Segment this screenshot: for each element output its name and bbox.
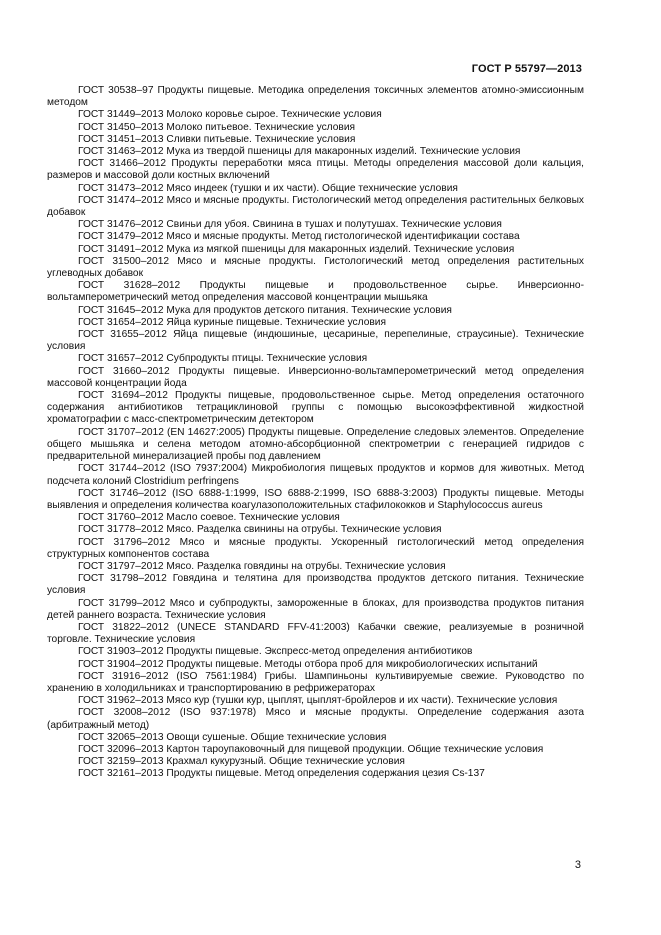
reference-entry: ГОСТ 31491–2012 Мука из мягкой пшеницы для макаронных изделий. Технические условия xyxy=(78,243,515,255)
reference-entry: ГОСТ 31916–2012 (ISO 7561:1984) Грибы. Шампиньоны культивируемые свежие. Руководство по хранению в холодильниках и транспортированию в рефрижераторах xyxy=(47,670,584,694)
reference-entry: ГОСТ 31798–2012 Говядина и телятина для производства продуктов детского питания. Технические условия xyxy=(47,573,584,597)
reference-entry: ГОСТ 31645–2012 Мука для продуктов детского питания. Технические условия xyxy=(78,304,452,316)
reference-entry: ГОСТ 31628–2012 Продукты пищевые и продовольственное сырье. Инверсионно-вольтамперометрический метод определения массовой концентрации мышьяка xyxy=(47,280,584,304)
reference-entry: ГОСТ 32008–2012 (ISO 937:1978) Мясо и мясные продукты. Определение содержания азота (арбитражный метод) xyxy=(47,707,584,731)
document-code-header: ГОСТ Р 55797—2013 xyxy=(471,63,582,75)
reference-entry: ГОСТ 31799–2012 Мясо и субпродукты, замороженные в блоках, для производства продуктов питания детей раннего возраста. Технические условия xyxy=(47,597,584,621)
normative-references-list xyxy=(47,85,584,781)
reference-entry: ГОСТ 31746–2012 (ISO 6888-1:1999, ISO 6888-2:1999, ISO 6888-3:2003) Продукты пищевые. Методы выявления и определения количества коагулазоположительных стафилококков и Staphylococcus aureus xyxy=(47,487,584,511)
reference-entry: ГОСТ 31694–2012 Продукты пищевые, продовольственное сырье. Метод определения остаточного содержания антибиотиков тетрациклиновой группы с помощью высокоэффективной жидкостной хроматографии с масс-спектрометрическим детектором xyxy=(47,390,584,426)
reference-entry: ГОСТ 31760–2012 Масло соевое. Технические условия xyxy=(78,512,340,524)
reference-entry: ГОСТ 31903–2012 Продукты пищевые. Экспресс-метод определения антибиотиков xyxy=(78,646,473,658)
reference-entry: ГОСТ 31476–2012 Свиньи для убоя. Свинина в тушах и полутушах. Технические условия xyxy=(78,219,502,231)
reference-entry: ГОСТ 31500–2012 Мясо и мясные продукты. Гистологический метод определения растительных углеводных добавок xyxy=(47,255,584,280)
page-number: 3 xyxy=(574,859,581,871)
reference-entry: ГОСТ 32065–2013 Овощи сушеные. Общие технические условия xyxy=(78,731,387,743)
reference-entry: ГОСТ 31797–2012 Мясо. Разделка говядины на отрубы. Технические условия xyxy=(78,560,446,572)
reference-entry: ГОСТ 31962–2013 Мясо кур (тушки кур, цыплят, цыплят-бройлеров и их части). Технические условия xyxy=(78,695,558,707)
reference-entry: ГОСТ 31822–2012 (UNECE STANDARD FFV-41:2003) Кабачки свежие, реализуемые в розничной торговле. Технические условия xyxy=(47,621,584,646)
reference-entry: ГОСТ 31707–2012 (EN 14627:2005) Продукты пищевые. Определение следовых элементов. Определение общего мышьяка и селена методом атомно-абсорбционной спектрометрии с генерацией гидридов с предварительной минерализацией пробы под давлением xyxy=(47,426,584,463)
reference-entry: ГОСТ 30538–97 Продукты пищевые. Методика определения токсичных элементов атомно-эмиссионным методом xyxy=(47,85,584,109)
reference-entry: ГОСТ 31778–2012 Мясо. Разделка свинины на отрубы. Технические условия xyxy=(78,524,442,536)
reference-entry: ГОСТ 31479–2012 Мясо и мясные продукты. Метод гистологической идентификации состава xyxy=(78,231,520,243)
reference-entry: ГОСТ 31474–2012 Мясо и мясные продукты. Гистологический метод определения растительных белковых добавок xyxy=(47,194,584,219)
reference-entry: ГОСТ 31450–2013 Молоко питьевое. Технические условия xyxy=(78,121,356,133)
reference-entry: ГОСТ 31657–2012 Субпродукты птицы. Технические условия xyxy=(78,353,368,365)
reference-entry: ГОСТ 31796–2012 Мясо и мясные продукты. Ускоренный гистологический метод определения структурных компонентов состава xyxy=(47,536,584,560)
reference-entry: ГОСТ 32096–2013 Картон тароупаковочный для пищевой продукции. Общие технические условия xyxy=(78,743,544,755)
reference-entry: ГОСТ 31463–2012 Мука из твердой пшеницы для макаронных изделий. Технические условия xyxy=(78,146,521,158)
reference-entry: ГОСТ 31466–2012 Продукты переработки мяса птицы. Методы определения массовой доли кальция, размеров и массовой доли костных включений xyxy=(47,158,584,182)
reference-entry: ГОСТ 31655–2012 Яйца пищевые (индюшиные, цесариные, перепелиные, страусиные). Технические условия xyxy=(47,329,584,353)
reference-entry: ГОСТ 31904–2012 Продукты пищевые. Методы отбора проб для микробиологических испытаний xyxy=(78,658,538,670)
reference-entry: ГОСТ 32161–2013 Продукты пищевые. Метод определения содержания цезия Cs-137 xyxy=(78,768,485,780)
reference-entry: ГОСТ 31654–2012 Яйца куриные пищевые. Технические условия xyxy=(78,316,386,328)
reference-entry: ГОСТ 31744–2012 (ISO 7937:2004) Микробиология пищевых продуктов и кормов для животных. Метод подсчета колоний Clostridium perfringens xyxy=(47,463,584,487)
reference-entry: ГОСТ 31451–2013 Сливки питьевые. Технические условия xyxy=(78,133,356,145)
reference-entry: ГОСТ 32159–2013 Крахмал кукурузный. Общие технические условия xyxy=(78,756,405,768)
reference-entry: ГОСТ 31473–2012 Мясо индеек (тушки и их части). Общие технические условия xyxy=(78,182,458,194)
reference-entry: ГОСТ 31660–2012 Продукты пищевые. Инверсионно-вольтамперометрический метод определения массовой концентрации йода xyxy=(47,365,584,389)
reference-entry: ГОСТ 31449–2013 Молоко коровье сырое. Технические условия xyxy=(78,109,382,121)
